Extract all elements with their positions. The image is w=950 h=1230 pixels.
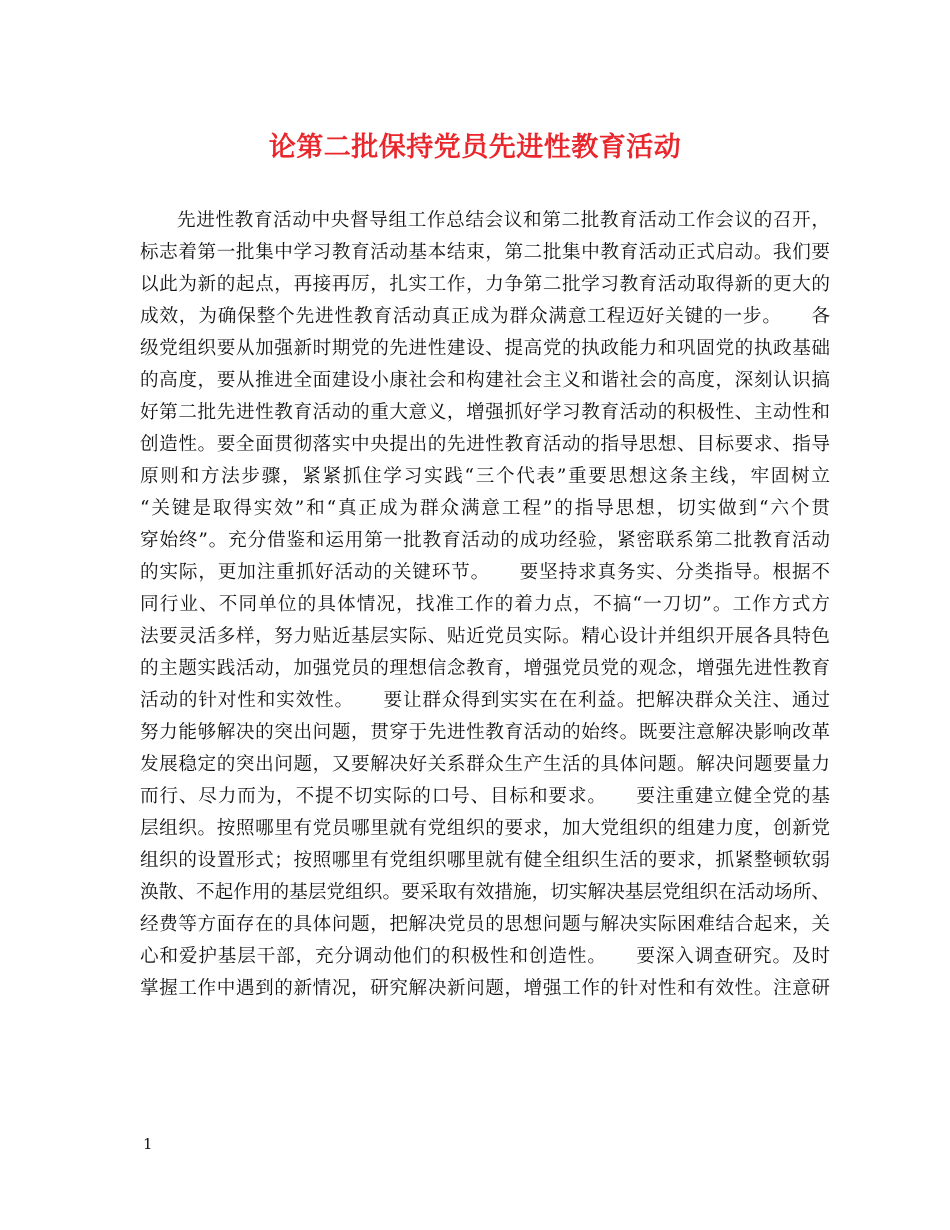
body-line: 发展稳定的突出问题，又要解决好关系群众生产生活的具体问题。解决问题要量力: [140, 754, 830, 775]
body-line: 涣散、不起作用的基层党组织。要采取有效措施，切实解决基层党组织在活动场所、: [140, 882, 830, 903]
body-line: 以此为新的起点，再接再厉，扎实工作，力争第二批学习教育活动取得新的更大的: [140, 274, 830, 295]
body-line: 创造性。要全面贯彻落实中央提出的先进性教育活动的指导思想、目标要求、指导: [140, 434, 830, 455]
body-line: 组织的设置形式；按照哪里有党组织哪里就有健全组织生活的要求，抓紧整顿软弱: [140, 850, 830, 871]
body-line: “关键是取得实效”和“真正成为群众满意工程”的指导思想，切实做到“六个贯: [140, 498, 830, 519]
body-line: 标志着第一批集中学习教育活动基本结束，第二批集中教育活动正式启动。我们要: [140, 242, 830, 263]
page-number: 1: [143, 1135, 153, 1153]
body-line: 同行业、不同单位的具体情况，找准工作的着力点，不搞“一刀切”。工作方式方: [140, 594, 830, 615]
body-line: 穿始终”。充分借鉴和运用第一批教育活动的成功经验，紧密联系第二批教育活动: [140, 530, 830, 551]
body-line: 先进性教育活动中央督导组工作总结会议和第二批教育活动工作会议的召开，: [177, 210, 830, 231]
body-line: 级党组织要从加强新时期党的先进性建设、提高党的执政能力和巩固党的执政基础: [140, 338, 830, 359]
document-body: [140, 205, 830, 1005]
body-line: 法要灵活多样，努力贴近基层实际、贴近党员实际。精心设计并组织开展各具特色: [140, 626, 830, 647]
body-line: 层组织。按照哪里有党员哪里就有党组织的要求，加大党组织的组建力度，创新党: [140, 818, 830, 839]
body-line: 的实际，更加注重抓好活动的关键环节。 要坚持求真务实、分类指导。根据不: [140, 562, 830, 583]
body-line: 而行、尽力而为，不提不切实际的口号、目标和要求。 要注重建立健全党的基: [140, 786, 830, 807]
body-line: 经费等方面存在的具体问题，把解决党员的思想问题与解决实际困难结合起来，关: [140, 914, 830, 935]
body-line: 原则和方法步骤，紧紧抓住学习实践“三个代表”重要思想这条主线，牢固树立: [140, 466, 830, 487]
body-line: 好第二批先进性教育活动的重大意义，增强抓好学习教育活动的积极性、主动性和: [140, 402, 830, 423]
body-line: 活动的针对性和实效性。 要让群众得到实实在在利益。把解决群众关注、通过: [140, 690, 830, 711]
body-line: 成效，为确保整个先进性教育活动真正成为群众满意工程迈好关键的一步。 各: [140, 306, 830, 327]
body-line: 努力能够解决的突出问题，贯穿于先进性教育活动的始终。既要注意解决影响改革: [140, 722, 830, 743]
body-line: 心和爱护基层干部，充分调动他们的积极性和创造性。 要深入调查研究。及时: [140, 946, 830, 967]
body-line: 的高度，要从推进全面建设小康社会和构建社会主义和谐社会的高度，深刻认识搞: [140, 370, 830, 391]
body-line: 掌握工作中遇到的新情况，研究解决新问题，增强工作的针对性和有效性。注意研: [140, 978, 830, 999]
document-title: 论第二批保持党员先进性教育活动: [268, 132, 682, 163]
body-line: 的主题实践活动，加强党员的理想信念教育，增强党员党的观念，增强先进性教育: [140, 658, 830, 679]
